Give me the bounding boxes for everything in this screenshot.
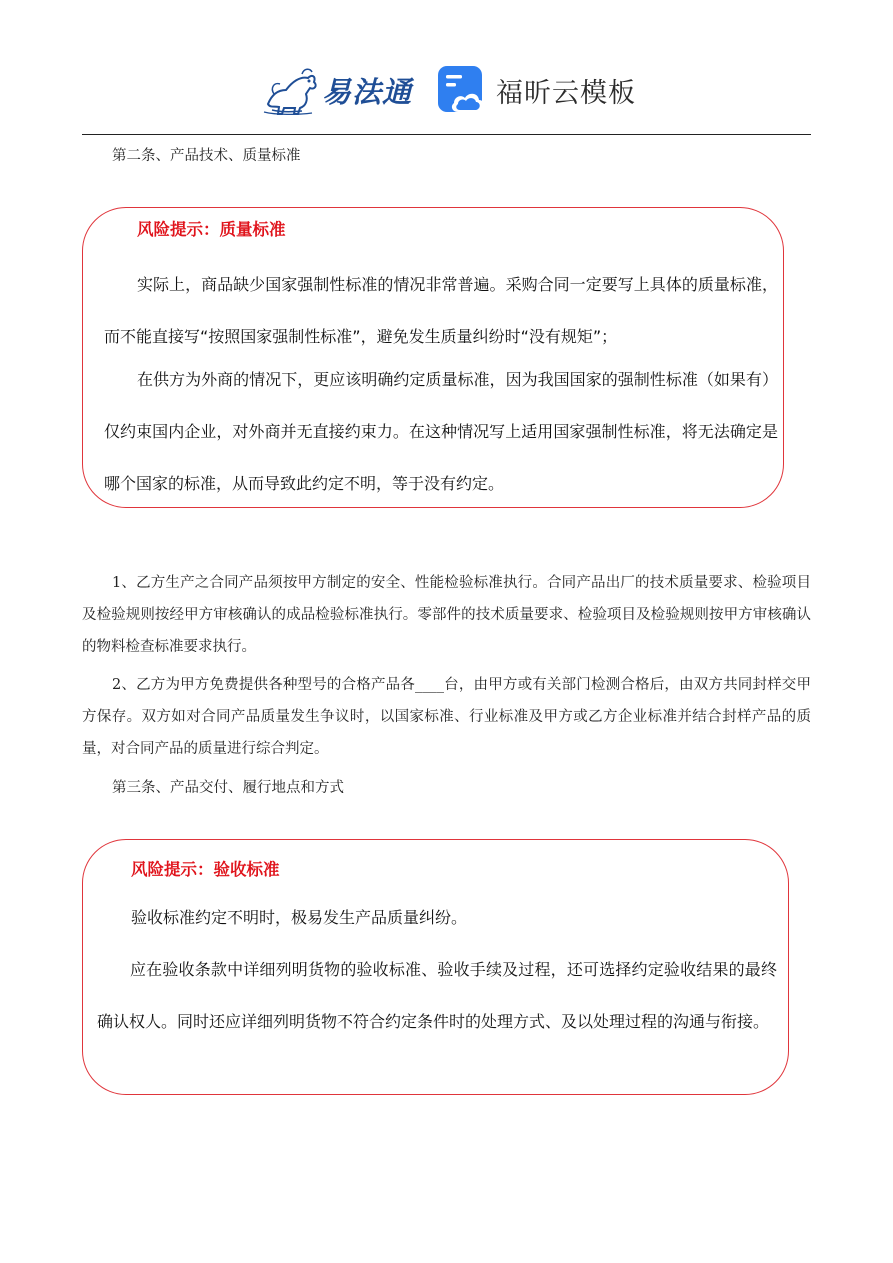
clause-2: 2、乙方为甲方免费提供各种型号的合格产品各____台，由甲方或有关部门检测合格后，由双方共同封样交甲方保存。双方如对合同产品质量发生争议时，以国家标准、行业标准及甲方或乙方企业标准并结合封样产品的质量，对合同产品的质量进行综合判定。 <box>82 677 811 757</box>
risk1-paragraph-2: 在供方为外商的情况下，更应该明确约定质量标准，因为我国国家的强制性标准（如果有）仅约束国内企业，对外商并无直接约束力。在这种情况写上适用国家强制性标准，将无法确定是哪个国家的标准，从而导致此约定不明，等于没有约定。 <box>104 370 778 493</box>
cloud-document-icon <box>436 64 488 116</box>
risk1-paragraph-1: 实际上，商品缺少国家强制性标准的情况非常普遍。采购合同一定要写上具体的质量标准，而不能直接写“按照国家强制性标准”，避免发生质量纠纷时“没有规矩”； <box>104 275 778 346</box>
page-header <box>0 58 893 124</box>
section2-heading: 第二条、产品技术、质量标准 <box>112 148 301 164</box>
brand2-name: 福昕云模板 <box>496 77 636 109</box>
risk-box-acceptance <box>82 839 789 1095</box>
brand1-name: 易法通 <box>322 74 413 109</box>
fuxin-cloud-logo <box>436 62 636 118</box>
header-divider <box>82 134 811 135</box>
risk2-paragraph-2: 应在验收条款中详细列明货物的验收标准、验收手续及过程，还可选择约定验收结果的最终确认权人。同时还应详细列明货物不符合约定条件时的处理方式、及以处理过程的沟通与衔接。 <box>97 960 777 1031</box>
qilin-icon <box>262 64 320 116</box>
clause-1: 1、乙方生产之合同产品须按甲方制定的安全、性能检验标准执行。合同产品出厂的技术质量要求、检验项目及检验规则按经甲方审核确认的成品检验标准执行。零部件的技术质量要求、检验项目及检验规则按甲方审核确认的物料检查标准要求执行。 <box>82 575 811 655</box>
risk1-title: 风险提示：质量标准 <box>137 220 286 239</box>
yifatong-logo <box>262 62 412 118</box>
risk2-title: 风险提示：验收标准 <box>131 860 280 879</box>
risk-box-quality <box>82 207 784 508</box>
risk2-paragraph-1: 验收标准约定不明时，极易发生产品质量纠纷。 <box>131 908 468 927</box>
section3-heading: 第三条、产品交付、履行地点和方式 <box>112 780 344 796</box>
